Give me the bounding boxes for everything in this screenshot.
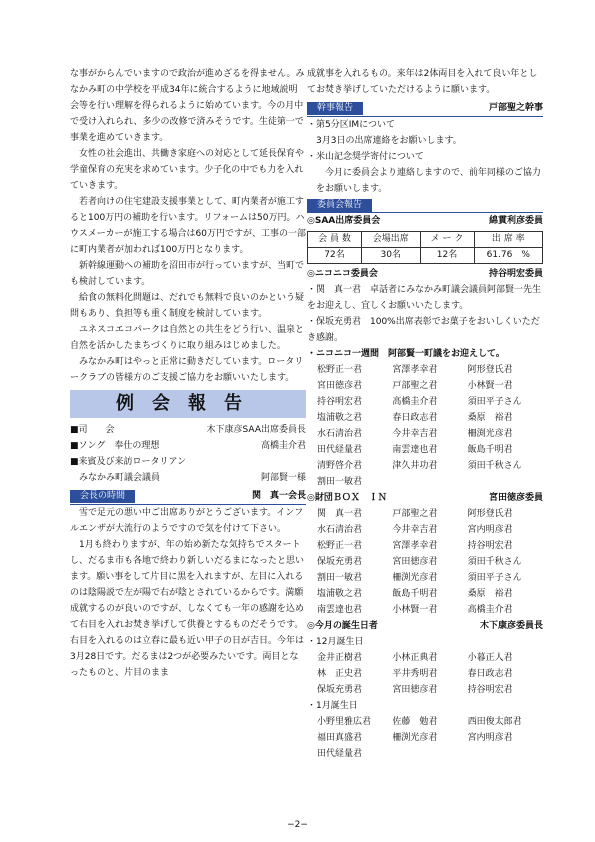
section-tag: 幹事報告 — [307, 102, 363, 115]
table-cell: 72名 — [308, 248, 362, 264]
table-header: 会場出席 — [362, 232, 420, 248]
name-cell: 飯島千明君 — [467, 445, 513, 455]
report-heading: 例会報告 — [70, 390, 306, 418]
name-cell: 高橋圭介君 — [467, 605, 513, 615]
name-cell: 西田俊太郎君 — [467, 717, 522, 727]
table-header: 出 席 率 — [474, 232, 542, 248]
name-cell: 桑原 裕君 — [467, 413, 513, 423]
name-cell: 小林正典君 — [392, 653, 438, 663]
name-cell: 小林賢一君 — [467, 381, 513, 391]
name-cell: 関 真一君 — [317, 509, 363, 519]
name-cell: 桑原 裕君 — [467, 589, 513, 599]
list-item: ・12月誕生日 — [307, 637, 364, 647]
meeting-value: 木下康彦SAA出席委員長 — [206, 425, 306, 435]
table-header: メ ー ク — [420, 232, 474, 248]
table-cell: 61.76 % — [474, 248, 542, 264]
page-number: −2− — [287, 820, 308, 830]
table-row — [308, 248, 543, 264]
meeting-info — [70, 422, 306, 486]
attendance-table — [307, 231, 543, 264]
name-cell: 戸部聖之君 — [392, 509, 438, 519]
name-cell: 宮澤孝幸君 — [392, 365, 438, 375]
committee-member: 持谷明宏委員 — [488, 269, 543, 279]
committee-section-header — [307, 199, 543, 213]
meeting-line — [70, 438, 306, 454]
name-cell: 田代経量君 — [317, 445, 363, 455]
meeting-line — [70, 454, 306, 470]
name-cell: 高橋圭介君 — [392, 397, 438, 407]
meeting-label: ■ソング 奉仕の理想 — [70, 441, 160, 451]
name-cell: 須田平子さん — [467, 573, 522, 583]
table-cell: 30名 — [362, 248, 420, 264]
name-cell: 小野里雅広君 — [317, 717, 372, 727]
table-header-row — [308, 232, 543, 248]
committee-title: ◎ニコニコ委員会 — [307, 269, 378, 279]
name-cell: 今井幸吉君 — [392, 429, 438, 439]
committee-member: 宮田徳彦委員 — [488, 493, 543, 503]
name-cell: 宮田徳彦君 — [392, 557, 438, 567]
name-cell — [392, 474, 467, 490]
name-cell: 田代経量君 — [317, 749, 363, 759]
committee-member: 木下康彦委員長 — [479, 621, 543, 631]
name-cell: 春日政志君 — [392, 413, 438, 423]
meeting-label: ■来賓及び来訪ロータリアン — [70, 457, 187, 467]
name-cell: 松野正一君 — [317, 365, 363, 375]
right-column — [307, 66, 543, 762]
committee-member: 綿貫利彦委員 — [488, 216, 543, 226]
section-tag: 会長の時間 — [70, 490, 135, 503]
paragraph: な事がからんでいますので政治が進めざるを得ません。みなかみ町の中学校を平成34年に統合するように地域説明会等を行い理解を得られるように始めています。今の月中で受け入れられ、多少の改修で済みそうです。生徒第一で事業を進めていきます。 — [70, 69, 305, 143]
name-cell: 持谷明宏君 — [317, 397, 363, 407]
niko-heading — [307, 266, 543, 282]
name-cell: 宮内明彦君 — [467, 733, 513, 743]
name-cell: 持谷明宏君 — [467, 685, 513, 695]
table-cell: 12名 — [420, 248, 474, 264]
name-cell: 須田千秋さん — [467, 557, 522, 567]
paragraph: 給食の無料化問題は、だれでも無料で良いのかという疑問もあり、負担等も重く制度を検討しています。 — [70, 293, 305, 319]
paragraph: ユネスコエコパークは自然との共生をどう行い、温泉と自然を活かしたまちづくりに取り組みはじめました。 — [70, 325, 305, 351]
kanji-section-header — [307, 100, 543, 117]
name-cell: 清野啓介君 — [317, 461, 363, 471]
name-cell: 小林賢一君 — [392, 605, 438, 615]
name-cell: 持谷明宏君 — [467, 541, 513, 551]
paragraph: 1月も終わりますが、年の始め新たな気持ちでスタートし、だるま市も各地で終わり新しいだるまになったと思います。願い事をして片目に黒を入れますが、左目に入れるのは陰陽説で左が陽で右が陰とされているからです。満願成就するのが良いのですが、しなくても一年の感謝を込めて右目を入れお焚き挙げして供養とするものだそうです。右目を入れるのは立春に最も近い甲子の日が吉日。今年は3月28日です。だるまは2つが必要みたいです。両目となったものと、片目のまま — [70, 540, 305, 678]
committee-title: ◎SAA出席委員会 — [307, 216, 381, 226]
speaker-name: 関 真一会長 — [251, 491, 306, 501]
name-cell: 南雲達也君 — [392, 445, 438, 455]
name-cell: 佐藤 勉君 — [392, 717, 438, 727]
name-cell: 保坂充勇君 — [317, 557, 363, 567]
paragraph: 雪で足元の悪い中ご出席ありがとうございます。インフルエンザが大流行のようですので気を付けて下さい。 — [70, 508, 304, 534]
table-header: 会 員 数 — [308, 232, 362, 248]
list-item: 今月に委員会より連絡しますので、前年同様のご協力をお願いします。 — [316, 168, 541, 194]
intro-text — [70, 66, 306, 386]
meeting-line — [70, 470, 306, 486]
box-heading — [307, 490, 543, 506]
name-cell: 金井正樹君 — [317, 653, 363, 663]
speaker-name: 戸部聖之幹事 — [488, 103, 543, 113]
committee-title: ◎今月の誕生日者 — [307, 621, 378, 631]
meeting-label: みなかみ町議会議員 — [70, 473, 161, 483]
birthday-heading — [307, 618, 543, 634]
name-cell: 水石清治君 — [317, 525, 363, 535]
name-cell: 小暮正人君 — [467, 653, 513, 663]
meeting-value: 阿部賢一様 — [260, 473, 306, 483]
name-cell: 水石清治君 — [317, 429, 363, 439]
left-column — [70, 66, 306, 681]
name-cell: 宮田徳彦君 — [392, 685, 438, 695]
section-tag: 委員会報告 — [307, 199, 372, 212]
list-item: ・第5分区IMについて — [307, 120, 395, 130]
name-cell: 平井秀明君 — [392, 669, 438, 679]
name-cell: 割田一敏君 — [317, 573, 363, 583]
list-item: ・関 真一君 卓話者にみなかみ町議会議員阿部賢一先生をお迎えし、宜しくお願いいたします。 — [307, 285, 542, 311]
name-cell: 須田平子さん — [467, 397, 522, 407]
name-cell: 柵渕光彦君 — [392, 573, 438, 583]
box-name-grid — [307, 506, 543, 618]
name-cell: 須田千秋さん — [467, 461, 522, 471]
name-cell: 柵渕光彦君 — [467, 429, 513, 439]
name-cell: 宮田徳彦君 — [317, 381, 363, 391]
list-item: ・保坂充勇君 100%出席表彰でお菓子をおいしくいただき感謝。 — [307, 317, 540, 343]
paragraph: 成就事を入れるもの。来年は2体両目を入れて良い年としてお焚き挙げしていただけるように願います。 — [307, 69, 538, 95]
list-item: 3月3日の出席連絡をお願いします。 — [307, 136, 462, 146]
dec-name-grid — [307, 650, 543, 698]
name-cell: 柵渕光彦君 — [392, 733, 438, 743]
list-item: ・1月誕生日 — [307, 701, 358, 711]
name-cell: 飯島千明君 — [392, 589, 438, 599]
name-cell: 塩浦敬之君 — [317, 589, 363, 599]
name-cell — [468, 474, 543, 490]
name-cell: 戸部聖之君 — [392, 381, 438, 391]
paragraph: 若者向けの住宅建設支援事業として、町内業者が施工すると100万円の補助を行います。リフォームは50万円。ハウスメーカーが施工する場合は60万円ですが、工事の一部に町内業者が加われば100万円となります。 — [70, 197, 307, 255]
name-cell — [392, 746, 467, 762]
list-item: ・米山記念奨学寄付について — [307, 152, 424, 162]
paragraph: 女性の社会進出、共働き家庭への対応として延長保育や学童保育の充実を求めています。少子化の中でも力を入れていきます。 — [70, 149, 305, 191]
name-cell: 南雲達也君 — [317, 605, 363, 615]
saa-heading — [307, 213, 543, 229]
paragraph: 新幹線運動への補助を沼田市が行っていますが、当町でも検討しています。 — [70, 261, 305, 287]
president-section-header — [70, 488, 306, 505]
name-cell: 松野正一君 — [317, 541, 363, 551]
name-cell: 塩浦敬之君 — [317, 413, 363, 423]
jan-name-grid — [307, 714, 543, 762]
name-cell — [468, 746, 543, 762]
name-cell: 保坂充勇君 — [317, 685, 363, 695]
name-cell: 今井幸吉君 — [392, 525, 438, 535]
meeting-line — [70, 422, 306, 438]
name-cell: 春日政志君 — [467, 669, 513, 679]
name-cell: 割田一敏君 — [317, 477, 363, 487]
name-cell: 宮内明彦君 — [467, 525, 513, 535]
meeting-label: ■司 会 — [70, 425, 115, 435]
name-cell: 福田真盛君 — [317, 733, 363, 743]
name-cell: 津久井功君 — [392, 461, 438, 471]
name-cell: 宮澤孝幸君 — [392, 541, 438, 551]
name-cell: 阿形登氏君 — [467, 365, 513, 375]
meeting-value: 高橋圭介君 — [260, 441, 306, 451]
committee-title: ◎財団ＢＯＸ ＩＮ — [307, 493, 387, 503]
paragraph: みなかみ町はやっと正常に動きだしています。ロータリークラブの皆様方のご支援ご協力をお願いいたします。 — [70, 357, 304, 383]
niko-name-grid — [307, 362, 543, 490]
name-cell: 阿形登氏君 — [467, 509, 513, 519]
list-item: ・ニコニコ一週間 阿部賢一町議をお迎えして。 — [307, 349, 505, 359]
name-cell: 林 正史君 — [317, 669, 363, 679]
